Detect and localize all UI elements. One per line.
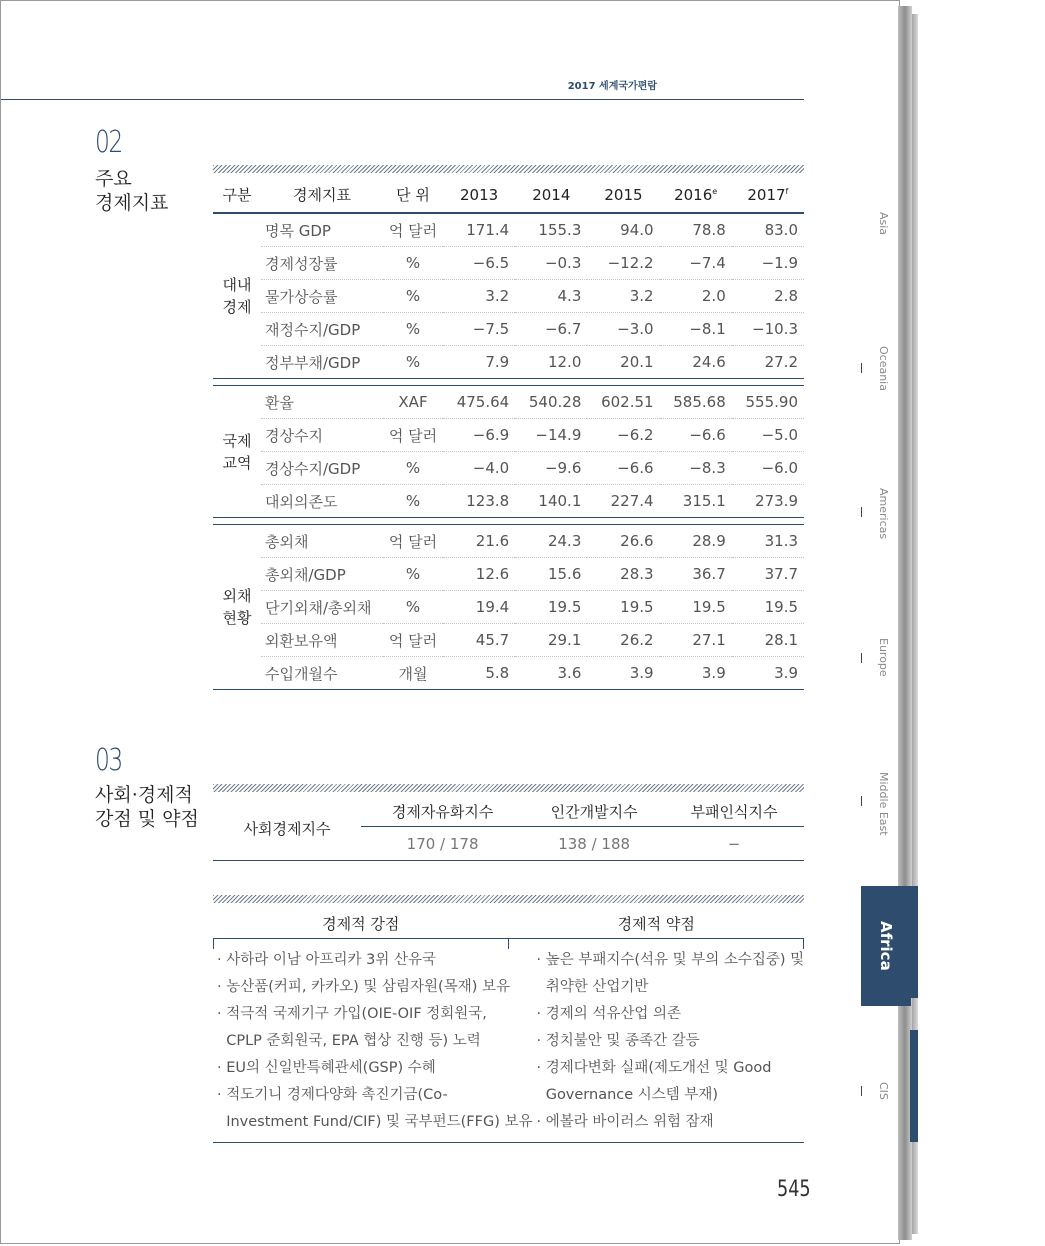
sw-header-row [213, 906, 804, 939]
unit-cell: % [383, 247, 443, 280]
value-2015: 94.0 [587, 213, 659, 247]
value-2015: 26.6 [587, 525, 659, 558]
index-header-corruption: 부패인식지수 [664, 796, 804, 827]
section-2-title-line1: 주요 [95, 168, 132, 190]
unit-cell: 억 달러 [383, 525, 443, 558]
value-2016: 315.1 [682, 492, 726, 510]
table-row [213, 213, 804, 247]
table-row [213, 452, 804, 485]
edge-tab-africa [910, 886, 918, 998]
table-row [213, 280, 804, 313]
sw-tick-right [803, 939, 804, 949]
page-number: 545 [777, 1177, 811, 1202]
value-2014: 155.3 [515, 213, 587, 247]
col-header-2017-sup: f [785, 186, 789, 196]
table-row [213, 558, 804, 591]
indicator-cell: 물가상승률 [261, 280, 383, 313]
value-2015: −6.2 [587, 419, 659, 452]
value-2013: 7.9 [485, 353, 510, 371]
value-2017: 555.90 [732, 386, 804, 419]
value-2013: 19.4 [443, 591, 515, 624]
strengths-list [213, 939, 532, 1142]
strengths-weaknesses-table [213, 906, 804, 1143]
value-2016: −8.3 [660, 452, 732, 485]
indicator-cell: 경제성장률 [261, 247, 383, 280]
side-tab-oceania[interactable]: Oceania [877, 346, 890, 391]
side-tab-cis[interactable]: CIS [877, 1082, 890, 1100]
value-2016: 28.9 [660, 525, 732, 558]
value-2017: 28.1 [732, 624, 804, 657]
indicator-cell: 총외채 [261, 525, 383, 558]
value-2014: 19.5 [515, 591, 587, 624]
value-2015: −3.0 [587, 313, 659, 346]
col-header-unit: 단 위 [383, 177, 443, 213]
indicator-cell: 외환보유액 [261, 624, 383, 657]
weakness-item: · 경제다변화 실패(제도개선 및 Good [536, 1060, 772, 1076]
value-2013: −6.5 [443, 247, 515, 280]
category-line1: 대내 [222, 276, 252, 294]
value-2016: 36.7 [660, 558, 732, 591]
value-2016: 24.6 [692, 353, 726, 371]
unit-cell: % [383, 452, 443, 485]
unit-cell: % [383, 591, 443, 624]
weaknesses-list [532, 939, 804, 1142]
header-rule [1, 99, 804, 100]
value-2015: 3.2 [587, 280, 659, 313]
value-2015: 3.9 [587, 657, 659, 690]
section-3-title-line2: 강점 및 약점 [95, 808, 199, 830]
unit-cell: XAF [383, 386, 443, 419]
table-row [213, 525, 804, 558]
col-header-2016-year: 2016 [674, 185, 713, 204]
unit-cell: % [383, 280, 443, 313]
side-tab-africa-active[interactable]: Africa [861, 886, 911, 1006]
col-header-indicator: 경제지표 [261, 177, 383, 213]
section-3-title [95, 783, 199, 831]
indicator-cell: 수입개월수 [261, 657, 383, 690]
category-cell [213, 213, 261, 379]
indicator-cell: 정부부채/GDP [265, 353, 361, 372]
indicator-cell: 단기외채/총외채 [261, 591, 383, 624]
unit-cell: % [383, 558, 443, 591]
value-2015: 19.5 [587, 591, 659, 624]
section-3-number: 03 [95, 743, 122, 778]
indicator-cell: 총외채/GDP [261, 558, 383, 591]
value-2014: 15.6 [515, 558, 587, 591]
unit-cell: % [383, 313, 443, 346]
section-2-title-line2: 경제지표 [95, 192, 169, 214]
value-2016: 78.8 [660, 213, 732, 247]
unit-cell: 억 달러 [383, 213, 443, 247]
index-label: 사회경제지수 [213, 796, 361, 861]
value-2013: −7.5 [443, 313, 515, 346]
indicator-cell: 환율 [261, 386, 383, 419]
value-2014: 3.6 [515, 657, 587, 690]
strength-item: · 농산품(커피, 카카오) 및 삼림자원(목재) 보유 [217, 979, 511, 995]
value-2015: 28.3 [587, 558, 659, 591]
side-tab-americas[interactable]: Americas [877, 488, 890, 540]
col-header-2014: 2014 [515, 177, 587, 213]
running-title: 2017 세계국가편람 [567, 81, 657, 92]
edge-tab-lower [910, 1030, 918, 1142]
table-row [213, 247, 804, 280]
value-2014: 540.28 [515, 386, 587, 419]
value-2013: 5.8 [443, 657, 515, 690]
unit-cell: % [405, 353, 421, 371]
strength-item: · 적극적 국제기구 가입(OIE-OIF 정회원국, [217, 1006, 487, 1022]
unit-cell: % [405, 492, 421, 510]
table-row [213, 313, 804, 346]
value-2016: −6.6 [660, 419, 732, 452]
category-line1: 외채 [222, 587, 252, 605]
strength-item: CPLP 준회원국, EPA 협상 진행 등) 노력 [217, 1033, 481, 1049]
weakness-item: · 높은 부패지수(석유 및 부의 소수집중) 및 [536, 952, 805, 968]
value-2015: 227.4 [610, 492, 654, 510]
table-row [213, 386, 804, 419]
side-tab-middle-east[interactable]: Middle East [877, 772, 890, 836]
value-2016: 585.68 [660, 386, 732, 419]
index-header-economic-freedom: 경제자유화지수 [361, 796, 524, 827]
value-2016: 19.5 [660, 591, 732, 624]
value-2016: 27.1 [660, 624, 732, 657]
value-2013: 12.6 [443, 558, 515, 591]
sw-tick-left [213, 939, 214, 949]
category-line2: 현황 [222, 609, 252, 627]
value-2017: 3.9 [732, 657, 804, 690]
index-header-human-development: 인간개발지수 [524, 796, 664, 827]
weakness-item: · 경제의 석유산업 의존 [536, 1006, 681, 1022]
strength-item: · 적도기니 경제다양화 촉진기금(Co- [217, 1087, 448, 1103]
weakness-item: 취약한 산업기반 [536, 979, 649, 995]
strength-item: Investment Fund/CIF) 및 국부펀드(FFG) 보유 [217, 1114, 533, 1130]
col-header-2016-sup: e [712, 186, 718, 196]
weakness-item: · 에볼라 바이러스 위험 잠재 [536, 1114, 714, 1130]
table-row [213, 419, 804, 452]
section-2-title [95, 167, 168, 215]
col-header-2017 [732, 177, 804, 213]
value-2013: 45.7 [443, 624, 515, 657]
socioeconomic-index-table [213, 796, 804, 861]
unit-cell: 억 달러 [383, 419, 443, 452]
value-2015: −12.2 [587, 247, 659, 280]
value-2015: 26.2 [587, 624, 659, 657]
category-cell [213, 386, 261, 518]
strength-item: · EU의 신일반특혜관세(GSP) 수혜 [217, 1060, 436, 1076]
value-2017: 37.7 [732, 558, 804, 591]
value-2014: 140.1 [538, 492, 582, 510]
indicator-cell: 명목 GDP [261, 213, 383, 247]
value-2017: 27.2 [764, 353, 798, 371]
value-2014: −6.7 [515, 313, 587, 346]
col-header-2015: 2015 [587, 177, 659, 213]
sw-tick-middle [508, 939, 509, 949]
value-2017: −6.0 [732, 452, 804, 485]
value-2015: 602.51 [587, 386, 659, 419]
index-header-row [213, 796, 804, 827]
value-2014: 4.3 [515, 280, 587, 313]
value-2017: 83.0 [732, 213, 804, 247]
section-2-number: 02 [95, 125, 122, 160]
strength-item: · 사하라 이남 아프리카 3위 산유국 [217, 952, 436, 968]
table-row [213, 485, 804, 518]
sw-body [213, 939, 804, 1143]
indicator-cell: 대외의존도 [265, 492, 338, 511]
value-2017: 19.5 [732, 591, 804, 624]
value-2014: 24.3 [515, 525, 587, 558]
unit-cell: 개월 [383, 657, 443, 690]
value-2017: −10.3 [732, 313, 804, 346]
value-2013: 171.4 [443, 213, 515, 247]
col-header-2017-year: 2017 [747, 185, 786, 204]
value-2014: −0.3 [515, 247, 587, 280]
indicator-cell: 경상수지 [261, 419, 383, 452]
index-value-corruption: − [664, 827, 804, 861]
value-2015: 20.1 [620, 353, 654, 371]
sw-hatch-top [213, 895, 804, 903]
value-2017: 31.3 [732, 525, 804, 558]
side-tab-europe[interactable]: Europe [877, 638, 890, 677]
table-row [213, 624, 804, 657]
category-line1: 국제 [222, 431, 252, 450]
category-line2: 교역 [222, 453, 252, 472]
group-separator-cell [213, 379, 804, 386]
value-2016: −8.1 [660, 313, 732, 346]
category-cell [213, 525, 261, 690]
table-header-row [213, 177, 804, 213]
table-row [213, 657, 804, 690]
value-2014: 29.1 [515, 624, 587, 657]
section-3-title-line1: 사회·경제적 [95, 784, 193, 806]
strengths-header: 경제적 강점 [322, 915, 400, 933]
table-hatch-top [213, 165, 804, 173]
weakness-item: · 정치불안 및 종족간 갈등 [536, 1033, 700, 1049]
weaknesses-header: 경제적 약점 [617, 915, 695, 933]
value-2013: 3.2 [443, 280, 515, 313]
value-2017: 273.9 [755, 492, 798, 510]
index-value-economic-freedom: 170 / 178 [361, 827, 524, 861]
indicator-cell: 재정수지/GDP [261, 313, 383, 346]
col-header-category: 구분 [213, 177, 261, 213]
value-2014: −9.6 [515, 452, 587, 485]
index-hatch-top [213, 784, 804, 792]
value-2017: 2.8 [732, 280, 804, 313]
table-row [213, 591, 804, 624]
value-2015: −6.6 [587, 452, 659, 485]
indicator-cell: 경상수지/GDP [261, 452, 383, 485]
unit-cell: 억 달러 [383, 624, 443, 657]
value-2016: 3.9 [660, 657, 732, 690]
col-header-2013: 2013 [443, 177, 515, 213]
weakness-item: Governance 시스템 부재) [536, 1087, 719, 1103]
value-2017: −5.0 [732, 419, 804, 452]
value-2013: −6.9 [443, 419, 515, 452]
value-2016: −7.4 [660, 247, 732, 280]
value-2013: 475.64 [443, 386, 515, 419]
group-separator-cell [213, 518, 804, 525]
economic-indicators-table [213, 177, 804, 690]
value-2013: 21.6 [443, 525, 515, 558]
value-2016: 2.0 [660, 280, 732, 313]
value-2013: −4.0 [443, 452, 515, 485]
value-2014: −14.9 [515, 419, 587, 452]
col-header-2016 [660, 177, 732, 213]
table-row [213, 346, 804, 379]
value-2013: 123.8 [466, 492, 510, 510]
value-2014: 12.0 [547, 353, 582, 371]
index-value-human-development: 138 / 188 [524, 827, 664, 861]
value-2017: −1.9 [732, 247, 804, 280]
group-separator [213, 379, 804, 386]
group-separator [213, 518, 804, 525]
side-tab-asia[interactable]: Asia [877, 212, 890, 236]
category-line2: 경제 [222, 298, 252, 316]
